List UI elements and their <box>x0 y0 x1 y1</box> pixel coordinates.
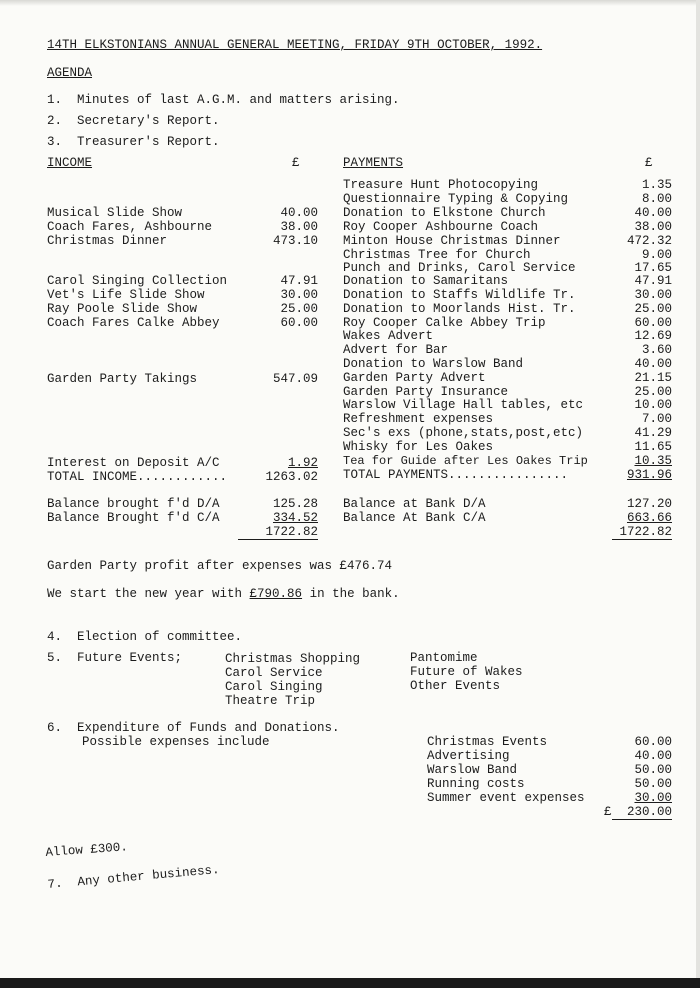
expense-amount: 60.00 <box>634 735 672 749</box>
balance-right-amount: 127.20 <box>626 497 672 511</box>
payment-label: Roy Cooper Calke Abbey Trip <box>343 316 546 330</box>
expense-label: Summer event expenses <box>427 791 585 805</box>
agenda-item-4: 4. Election of committee. <box>47 630 243 644</box>
balance-left-total: 1722.82 <box>238 525 318 540</box>
income-label: Coach Fares, Ashbourne <box>47 220 213 234</box>
payment-amount: 8.00 <box>641 192 672 206</box>
income-label: Musical Slide Show <box>47 206 183 220</box>
expense-amount: 40.00 <box>634 749 672 763</box>
event-item: Pantomime <box>410 651 478 665</box>
payment-label: Donation to Moorlands Hist. Tr. <box>343 302 576 316</box>
payment-amount: 3.60 <box>641 343 672 357</box>
event-item: Future of Wakes <box>410 665 523 679</box>
expense-label: Warslow Band <box>427 763 518 777</box>
payment-amount: 25.00 <box>634 302 672 316</box>
income-heading: INCOME <box>47 156 93 170</box>
expense-amount: 50.00 <box>634 763 672 777</box>
payment-amount: 40.00 <box>634 357 672 371</box>
payment-label: Treasure Hunt Photocopying <box>343 178 539 192</box>
payment-label: Wakes Advert <box>343 329 434 343</box>
payment-amount: 25.00 <box>634 385 672 399</box>
payment-amount: 10.35 <box>634 454 672 468</box>
payment-label: Punch and Drinks, Carol Service <box>343 261 576 275</box>
total-income-amount: 1263.02 <box>265 470 318 484</box>
payments-heading: PAYMENTS <box>343 156 404 170</box>
payment-label: Advert for Bar <box>343 343 449 357</box>
new-year-amount: £790.86 <box>249 587 303 601</box>
agenda-item-2: 2. Secretary's Report. <box>47 114 220 128</box>
income-amount: 60.00 <box>280 316 318 330</box>
income-label: Vet's Life Slide Show <box>47 288 205 302</box>
payment-label: Refreshment expenses <box>343 412 494 426</box>
income-label: Ray Poole Slide Show <box>47 302 198 316</box>
payments-currency: £ <box>645 156 653 170</box>
payment-amount: 60.00 <box>634 316 672 330</box>
agenda-item-5: 5. Future Events; <box>47 651 183 665</box>
income-amount: 1.92 <box>287 456 318 470</box>
income-currency: £ <box>292 156 300 170</box>
income-amount: 47.91 <box>280 274 318 288</box>
income-label: Christmas Dinner <box>47 234 168 248</box>
income-amount: 38.00 <box>280 220 318 234</box>
payment-label: Donation to Warslow Band <box>343 357 524 371</box>
balance-right-label: Balance at Bank D/A <box>343 497 486 511</box>
payment-amount: 17.65 <box>634 261 672 275</box>
event-item: Carol Singing <box>225 680 323 694</box>
balance-left-amount: 334.52 <box>272 511 318 525</box>
payment-amount: 12.69 <box>634 329 672 343</box>
payment-label: Sec's exs (phone,stats,post,etc) <box>343 426 584 440</box>
income-amount: 547.09 <box>272 372 318 386</box>
new-year-prefix: We start the new year with <box>47 587 250 601</box>
expense-label: Running costs <box>427 777 525 791</box>
payment-label: Donation to Samaritans <box>343 274 509 288</box>
income-label: Coach Fares Calke Abbey <box>47 316 220 330</box>
income-amount: 473.10 <box>272 234 318 248</box>
agenda-item-3: 3. Treasurer's Report. <box>47 135 220 149</box>
page-top-shadow <box>0 0 700 6</box>
payment-label: Garden Party Insurance <box>343 385 509 399</box>
payment-amount: 30.00 <box>634 288 672 302</box>
new-year-suffix: in the bank. <box>302 587 400 601</box>
agenda-heading: AGENDA <box>47 66 93 80</box>
income-amount: 25.00 <box>280 302 318 316</box>
income-label: Garden Party Takings <box>47 372 198 386</box>
payment-amount: 11.65 <box>634 440 672 454</box>
payment-label: Tea for Guide after Les Oakes Trip <box>343 454 588 468</box>
payment-amount: 21.15 <box>634 371 672 385</box>
payment-label: Whisky for Les Oakes <box>343 440 494 454</box>
agenda-item-6: 6. Expenditure of Funds and Donations. <box>47 721 340 735</box>
profit-line: Garden Party profit after expenses was £476.74 <box>47 559 393 573</box>
income-label: Carol Singing Collection <box>47 274 228 288</box>
income-label: Interest on Deposit A/C <box>47 456 220 470</box>
balance-left-amount: 125.28 <box>272 497 318 511</box>
page-right-edge <box>696 0 700 988</box>
agenda-item-6-sub: Possible expenses include <box>82 735 270 749</box>
payment-amount: 38.00 <box>634 220 672 234</box>
payment-label: Minton House Christmas Dinner <box>343 234 561 248</box>
agenda-item-7: 7. Any other business. <box>47 862 221 892</box>
expense-amount: 50.00 <box>634 777 672 791</box>
payment-label: Roy Cooper Ashbourne Coach <box>343 220 539 234</box>
allow-line: Allow £300. <box>45 840 129 860</box>
payment-label: Donation to Staffs Wildlife Tr. <box>343 288 576 302</box>
expense-label: Christmas Events <box>427 735 548 749</box>
expenses-currency: £ <box>604 805 612 819</box>
payment-amount: 1.35 <box>641 178 672 192</box>
income-amount: 30.00 <box>280 288 318 302</box>
payment-amount: 40.00 <box>634 206 672 220</box>
expense-label: Advertising <box>427 749 510 763</box>
scan-bottom-edge <box>0 978 700 988</box>
balance-right-label: Balance At Bank C/A <box>343 511 486 525</box>
payment-amount: 10.00 <box>634 398 672 412</box>
payment-amount: 47.91 <box>634 274 672 288</box>
event-item: Other Events <box>410 679 501 693</box>
expense-amount: 30.00 <box>634 791 672 805</box>
payment-label: Donation to Elkstone Church <box>343 206 546 220</box>
payment-label: Garden Party Advert <box>343 371 486 385</box>
balance-left-label: Balance Brought f'd C/A <box>47 511 220 525</box>
event-item: Theatre Trip <box>225 694 316 708</box>
payment-amount: 7.00 <box>641 412 672 426</box>
income-amount: 40.00 <box>280 206 318 220</box>
payment-label: Warslow Village Hall tables, etc <box>343 398 584 412</box>
payment-amount: 9.00 <box>641 248 672 262</box>
event-item: Carol Service <box>225 666 323 680</box>
total-income-label: TOTAL INCOME............ <box>47 470 228 484</box>
agenda-item-1: 1. Minutes of last A.G.M. and matters arising. <box>47 93 400 107</box>
total-payments-label: TOTAL PAYMENTS................ <box>343 468 569 482</box>
payment-amount: 472.32 <box>626 234 672 248</box>
new-year-line <box>47 587 400 601</box>
payment-amount: 41.29 <box>634 426 672 440</box>
balance-left-label: Balance brought f'd D/A <box>47 497 220 511</box>
balance-right-total: 1722.82 <box>612 525 672 540</box>
payment-label: Christmas Tree for Church <box>343 248 531 262</box>
total-payments-amount: 931.96 <box>626 468 672 482</box>
meeting-title: 14TH ELKSTONIANS ANNUAL GENERAL MEETING, FRIDAY 9TH OCTOBER, 1992. <box>47 38 543 52</box>
event-item: Christmas Shopping <box>225 652 361 666</box>
expenses-total: 230.00 <box>612 805 672 820</box>
payment-label: Questionnaire Typing & Copying <box>343 192 569 206</box>
balance-right-amount: 663.66 <box>626 511 672 525</box>
